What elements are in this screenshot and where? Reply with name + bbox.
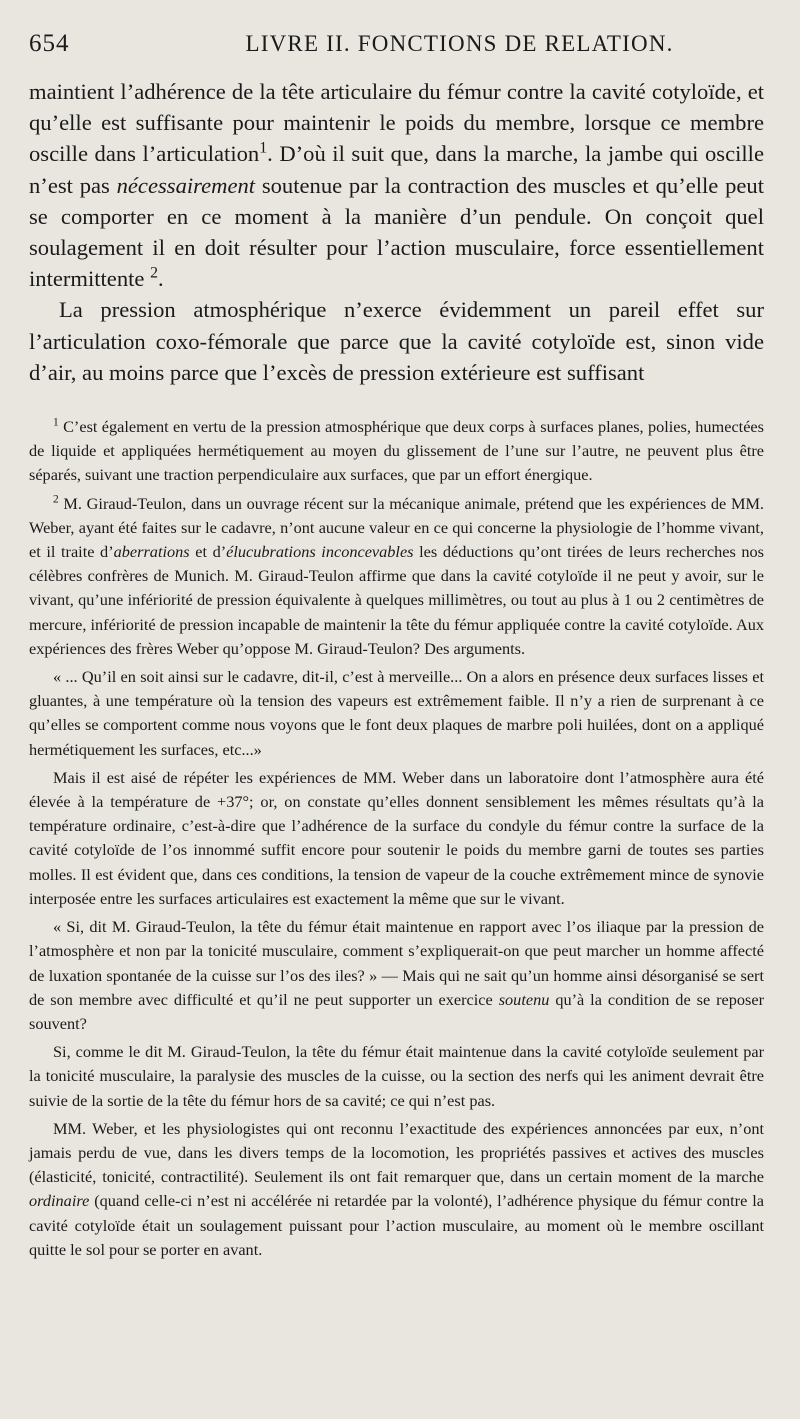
footnote — [29, 415, 764, 488]
text-run: maintient l’adhérence de la tête articulaire du fémur contre la cavité cotyloïde, et qu’elle est suffisante pour maintenir le poids du membre, lorsque ce membre oscille dans l’articulation — [29, 79, 764, 167]
emphasis: ordinaire — [29, 1191, 90, 1211]
footnote-marker: 1 — [259, 139, 268, 157]
text-run: les déductions qu’ont tirées de leurs recherches nos célèbres confrères de Munich. M. Giraud-Teulon affirme que dans la cavité cotyloïde il ne peut y avoir, sur le vivant, qu’une infériorité de pression équivalente à quelques millimètres, ou tout au plus à 1 ou 2 centimètres de mercure, infériorité de pression incapable de maintenir la tête du fémur appliquée contre la cavité cotyloïde. Aux expériences des frères Weber qu’oppose M. Giraud-Teulon? Des arguments. — [29, 542, 764, 658]
main-paragraph — [29, 76, 764, 294]
text-run: . D’où il suit que, dans la marche, la jambe qui oscille n’est pas — [29, 141, 764, 198]
footnote-number: 1 — [53, 416, 59, 429]
footnote-paragraph: « ... Qu’il en soit ainsi sur le cadavre, dit-il, c’est à merveille... On a alors en présence deux surfaces lisses et gluantes, à une température où la tension des vapeurs est extrêmement faible. Il n’y a rien de surprenant à ce qu’elles se comportent comme nous voyons que le font deux plaques de marbre poli huilées, dont on a appliqué hermétiquement les surfaces, etc...» — [29, 667, 764, 759]
text-run: « Si, dit M. Giraud-Teulon, la tête du fémur était maintenue en rapport avec l’os iliaque par la pression de l’atmosphère et non par la tonicité musculaire, comment s’expliquerait-on que peut marcher un homme affecté de luxation spontanée de la cuisse sur l’os des iles? » — Mais qui ne sait qu’un homme ainsi désorganisé se sert de son membre avec difficulté et qu’il ne peut supporter un exercice — [29, 917, 764, 1009]
text-run: M. Giraud-Teulon, dans un ouvrage récent sur la mécanique animale, prétend que les expériences de MM. Weber, ayant été faites sur le cadavre, n’ont aucune valeur en ce qui concerne la physiologie de l’homme vivant, et il traite d’ — [29, 493, 765, 562]
text-run: qu’à la condition de se reposer souvent? — [29, 989, 765, 1033]
emphasis: nécessairement — [116, 172, 256, 198]
footnote — [29, 492, 764, 661]
text-run: soutenue par la contraction des muscles et qu’elle peut se comporter en ce moment à la manière d’un pendule. On conçoit quel soulagement il en doit résulter pour l’action musculaire, force essentiellement intermittente — [29, 172, 765, 292]
emphasis: aberrations — [113, 542, 190, 562]
main-text — [29, 76, 764, 388]
emphasis: soutenu — [498, 989, 550, 1009]
page-number: 654 — [29, 30, 70, 57]
text-run: MM. Weber, et les physiologistes qui ont reconnu l’exactitude des expériences annoncées par eux, n’ont jamais perdu de vue, dans les divers temps de la locomotion, les propriétés passives et actives des muscles (élasticité, tonicité, contractilité). Seulement ils ont fait remarquer que, dans un certain moment de la marche — [29, 1118, 764, 1187]
text-run: . — [158, 266, 164, 292]
footnote-paragraph: Mais il est aisé de répéter les expériences de MM. Weber dans un laboratoire dont l’atmosphère aura été élevée à la température de +37°; or, on constate qu’elles donnent sensiblement les mêmes résultats qu’à la température ordinaire, c’est-à-dire que l’adhérence de la surface du condyle du fémur contre la surface de la cavité cotyloïde de l’os innommé suffit encore pour soutenir le poids du membre garni de toutes ses parties molles. Il est évident que, dans ces conditions, la tension de vapeur de la couche extrêmement mince de synovie interposée entre les surfaces articulaires est exactement la même que sur le vivant. — [29, 767, 764, 908]
footnote-marker: 2 — [150, 264, 159, 282]
main-paragraph: La pression atmosphérique n’exerce évidemment un pareil effet sur l’articulation coxo-fémorale que parce que la cavité cotyloïde est, sinon vide d’air, au moins parce que l’excès de pression extérieure est suffisant — [29, 297, 764, 385]
text-run: et d’ — [195, 542, 227, 562]
footnote-paragraph — [29, 915, 764, 1036]
footnote-paragraph: Si, comme le dit M. Giraud-Teulon, la tête du fémur était maintenue dans la cavité cotyloïde seulement par la tonicité musculaire, la paralysie des muscles de la cuisse, ou la section des nerfs qui les animent devrait être suivie de la sortie de la tête du fémur hors de sa cavité; ce qui n’est pas. — [29, 1042, 764, 1110]
running-title: LIVRE II. FONCTIONS DE RELATION. — [245, 31, 674, 56]
footnote-paragraph — [29, 1117, 764, 1262]
text-run: C’est également en vertu de la pression atmosphérique que deux corps à surfaces planes, polies, humectées de liquide et appliquées hermétiquement au moyen du glissement de l’une sur l’autre, ne peuvent plus être séparés, suivant une traction perpendiculaire aux surfaces, que par un effort énergique. — [29, 417, 764, 485]
page-header — [29, 30, 764, 76]
footnotes — [29, 415, 764, 1262]
footnote-number: 2 — [53, 493, 59, 506]
emphasis: élucubrations inconcevables — [226, 542, 414, 562]
text-run: (quand celle-ci n’est ni accélérée ni retardée par la volonté), l’adhérence physique du fémur contre la cavité cotyloïde était un soulagement puissant pour l’action musculaire, au moment où le membre oscillant quitte le sol pour se porter en avant. — [29, 1191, 764, 1259]
